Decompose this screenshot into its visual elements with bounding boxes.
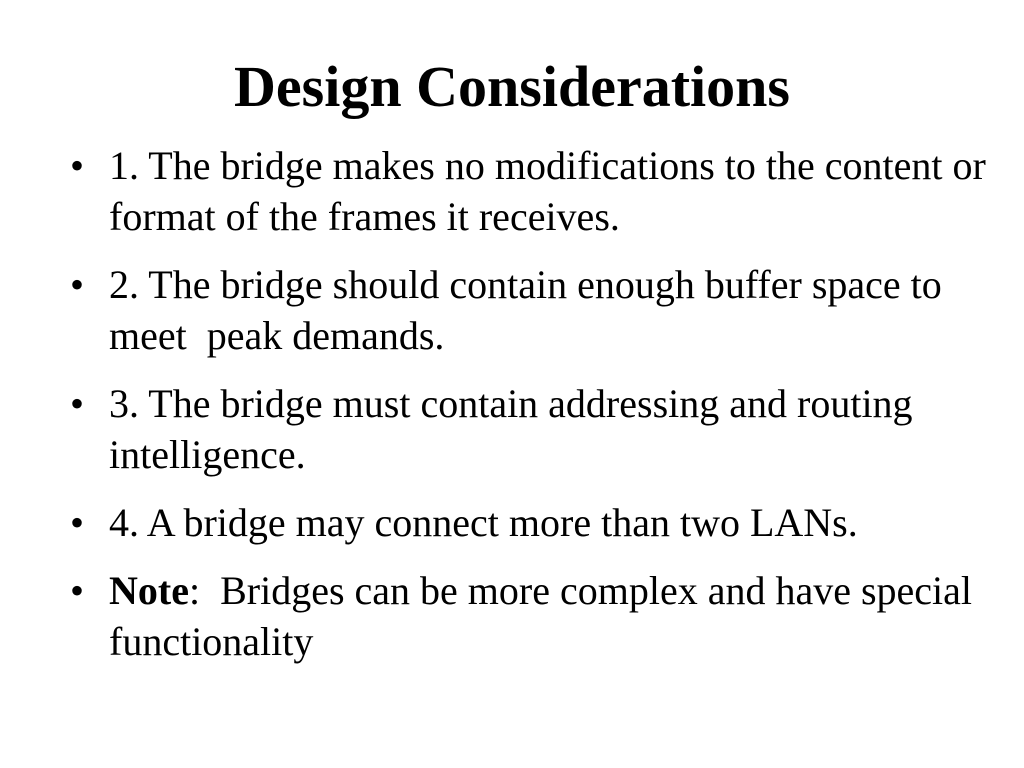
note-label: Note [109, 568, 189, 613]
bullet-list [70, 140, 990, 684]
note-text: : Bridges can be more complex and have special functionality [109, 568, 983, 664]
bullet-icon: • [70, 381, 85, 426]
bullet-text: 4. A bridge may connect more than two LANs. [109, 500, 858, 545]
bullet-item-2 [70, 259, 990, 361]
bullet-icon: • [70, 500, 85, 545]
bullet-text: 1. The bridge makes no modifications to the content or format of the frames it receives. [109, 143, 986, 239]
bullet-item-1 [70, 140, 990, 242]
bullet-item-3 [70, 378, 990, 480]
bullet-text: 3. The bridge must contain addressing and routing intelligence. [109, 381, 913, 477]
bullet-icon: • [70, 262, 85, 307]
bullet-icon: • [70, 568, 85, 613]
slide-title: Design Considerations [234, 54, 790, 119]
bullet-item-note [70, 565, 990, 667]
bullet-item-4 [70, 497, 990, 548]
bullet-text: 2. The bridge should contain enough buffer space to meet peak demands. [109, 262, 952, 358]
bullet-icon: • [70, 143, 85, 188]
